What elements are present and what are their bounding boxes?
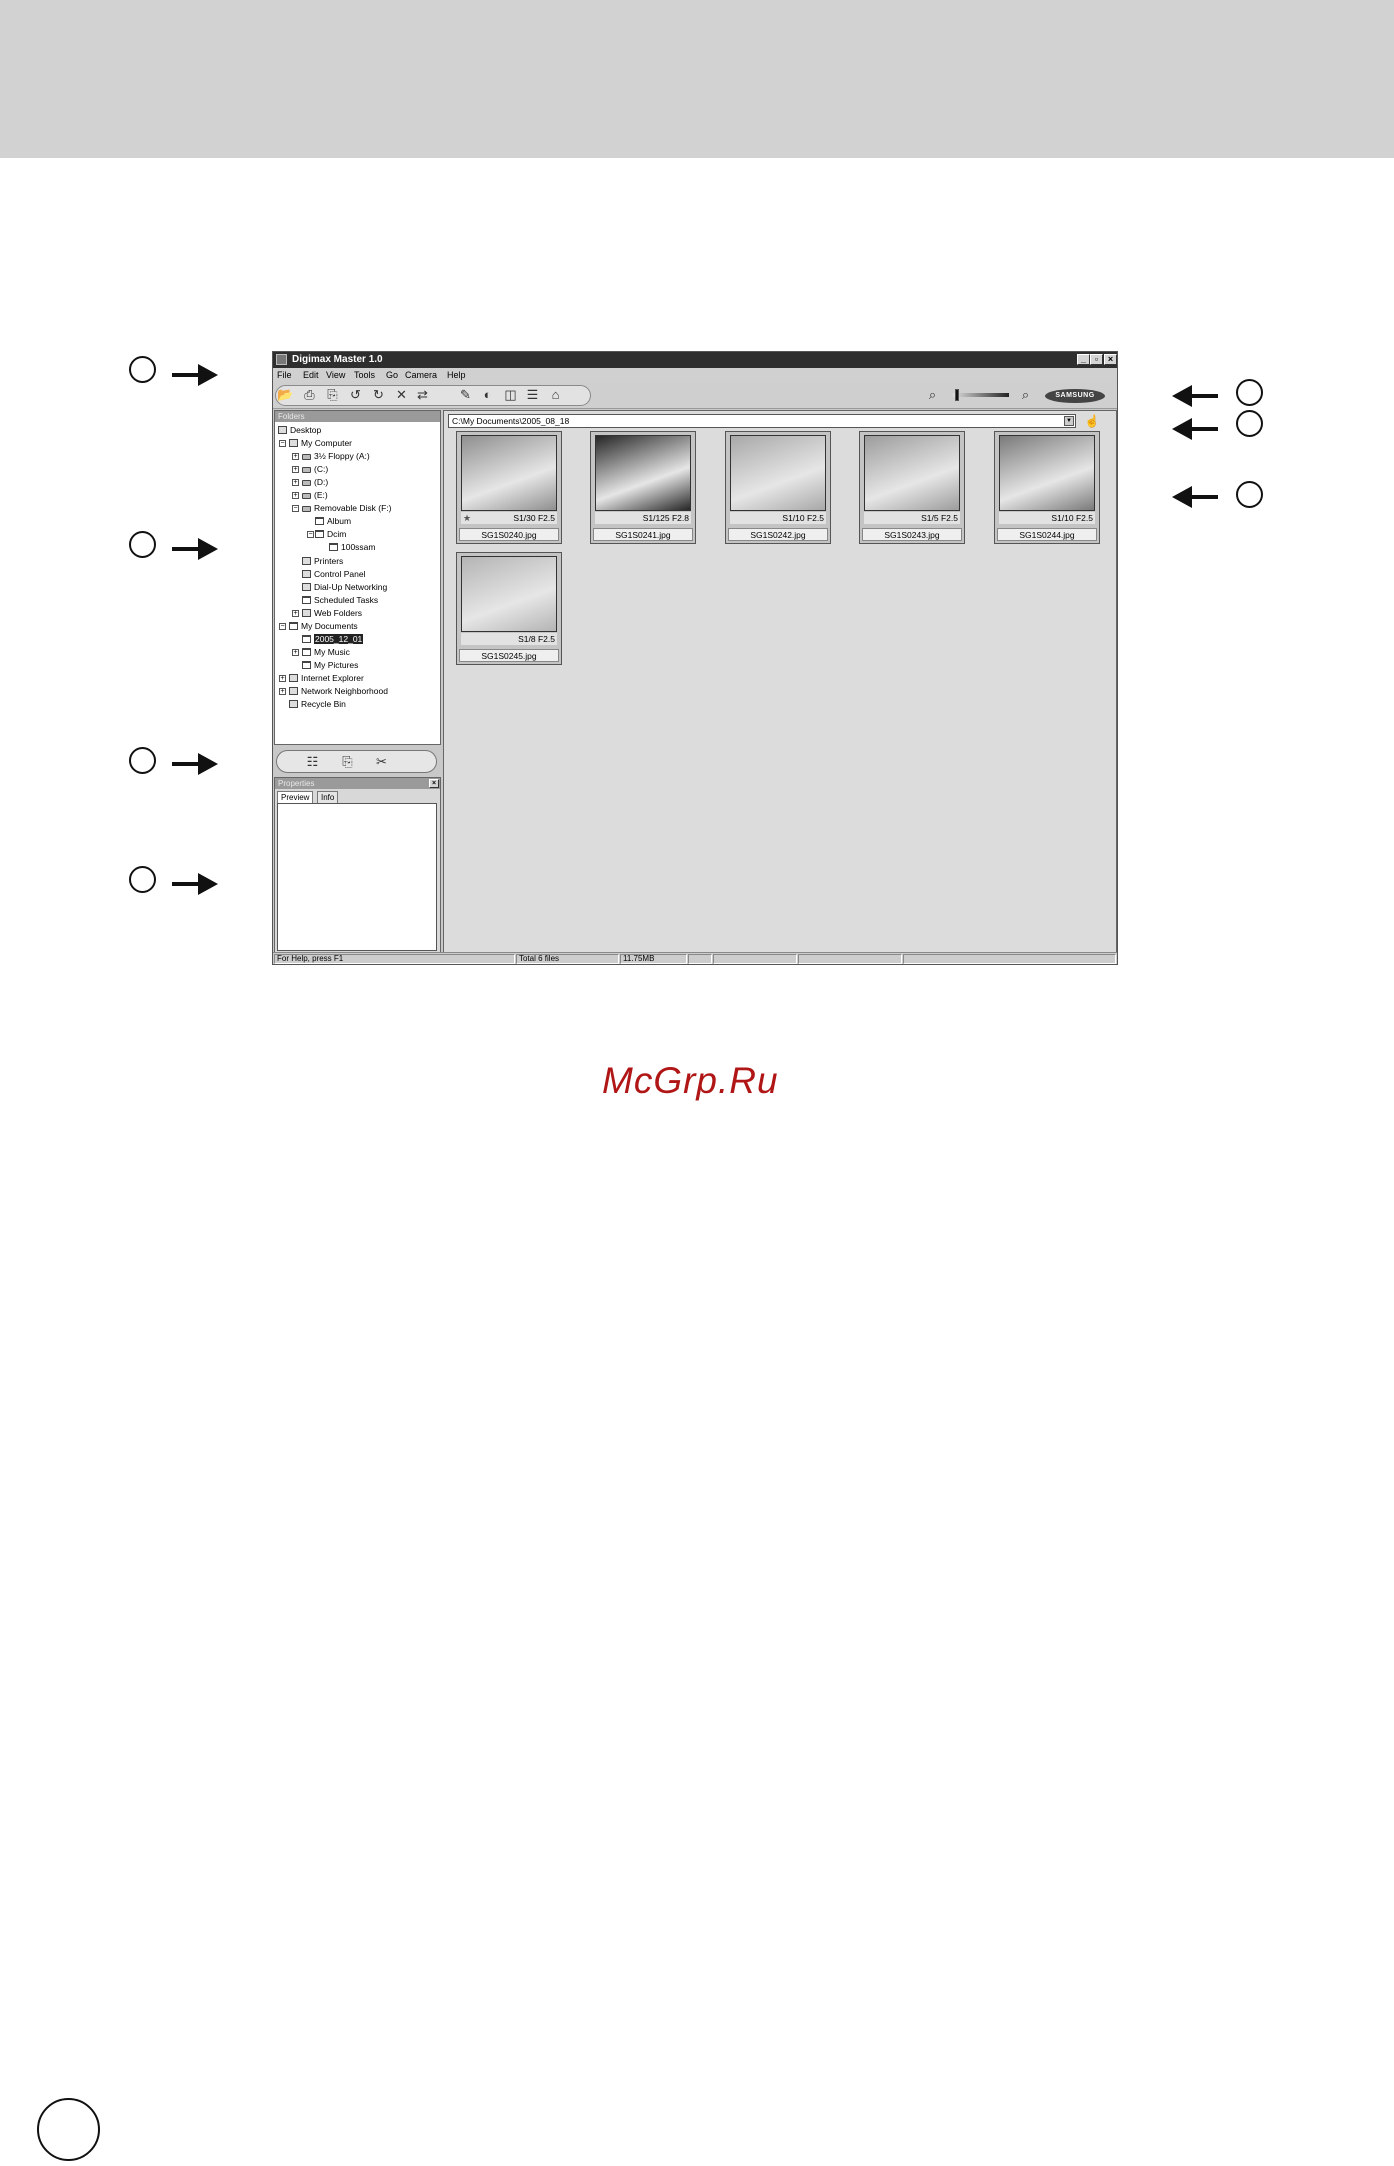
thumbnail-filename: SG1S0240.jpg [459, 528, 559, 541]
properties-close-button[interactable]: × [429, 779, 439, 788]
close-button[interactable]: × [1104, 354, 1117, 365]
thumbnail-filename: SG1S0244.jpg [997, 528, 1097, 541]
callout-marker-5 [1236, 379, 1263, 406]
thumbnail-image [999, 435, 1095, 511]
callout-marker-1 [129, 356, 156, 383]
page-header-band [0, 0, 1394, 158]
callout-arrow-4 [172, 882, 214, 886]
thumbnail-item[interactable] [590, 431, 696, 544]
tree-expander[interactable]: + [293, 492, 298, 499]
zoom-slider[interactable] [953, 389, 1009, 401]
menu-camera[interactable]: Camera [405, 370, 438, 380]
tree-expander[interactable]: + [280, 675, 285, 682]
chevron-down-icon[interactable]: ▼ [1064, 416, 1074, 426]
status-cell-empty [903, 954, 1116, 964]
tree-item-album[interactable]: Album [315, 515, 351, 527]
zoom-in-icon[interactable]: ⌕ [1021, 387, 1030, 402]
thumbnail-exposure: S1/5 F2.5 [864, 512, 960, 524]
folder-icon [302, 648, 311, 656]
callout-arrow-3 [172, 762, 214, 766]
tree-item-removable-disk[interactable]: Removable Disk (F:) [302, 502, 391, 514]
thumbnail-image [461, 556, 557, 632]
thumbnail-exposure: S1/8 F2.5 [461, 633, 557, 645]
address-bar[interactable] [448, 414, 1076, 428]
site-watermark: McGrp.Ru [602, 1060, 779, 1101]
internet-explorer-icon [289, 674, 298, 682]
image-edit-mode-icon[interactable]: ⎘ [342, 754, 353, 769]
tree-item-internet-explorer[interactable]: Internet Explorer [289, 672, 364, 684]
computer-icon [289, 439, 298, 447]
scheduled-tasks-icon [302, 596, 311, 604]
go-icon[interactable]: ☝ [1084, 414, 1100, 428]
callout-arrow-7 [1176, 495, 1218, 499]
callout-arrow-6 [1176, 427, 1218, 431]
network-icon [289, 687, 298, 695]
tree-item-my-documents[interactable]: My Documents [289, 620, 358, 632]
open-folder-icon[interactable]: 📂 [277, 387, 294, 402]
mode-switch-bar [276, 750, 437, 773]
menu-view[interactable]: View [326, 370, 346, 380]
menu-bar [273, 368, 1117, 382]
tree-item-my-computer[interactable]: My Computer [289, 437, 352, 449]
thumbnail-exposure: S1/10 F2.5 [730, 512, 826, 524]
tree-item-printers[interactable]: Printers [302, 555, 343, 567]
status-file-count: Total 6 files [516, 954, 619, 964]
callout-arrow-1 [172, 373, 214, 377]
folder-icon [302, 661, 311, 669]
callout-marker-6 [1236, 410, 1263, 437]
thumbnail-image [864, 435, 960, 511]
list-icon[interactable]: ☰ [526, 387, 539, 402]
zoom-out-icon[interactable]: ⌕ [928, 387, 937, 402]
printers-icon [302, 557, 311, 565]
folder-icon [302, 635, 311, 643]
thumbnail-exposure: S1/30 F2.5 [461, 512, 557, 524]
status-cell-empty [713, 954, 797, 964]
web-folders-icon [302, 609, 311, 617]
tree-item-control-panel[interactable]: Control Panel [302, 568, 366, 580]
web-icon[interactable]: ◐ [483, 387, 492, 402]
drive-icon [302, 480, 311, 486]
favorite-mark-icon: ★ [463, 513, 472, 523]
status-cell-empty [688, 954, 712, 964]
rotate-right-icon[interactable]: ↻ [373, 387, 384, 402]
tree-item-desktop[interactable]: Desktop [278, 424, 321, 436]
tab-preview[interactable]: Preview [277, 791, 313, 803]
restore-button[interactable]: ▫ [1090, 354, 1103, 365]
documents-folder-icon [289, 622, 298, 630]
thumbnail-filename: SG1S0245.jpg [459, 649, 559, 662]
tree-expander[interactable]: + [293, 453, 298, 460]
image-list-mode-icon[interactable]: ☷ [306, 754, 319, 769]
image-display-pane [443, 410, 1117, 954]
thumbnail-image [595, 435, 691, 511]
callout-arrow-5 [1176, 394, 1218, 398]
recycle-bin-icon [289, 700, 298, 708]
tree-item-my-pictures[interactable]: My Pictures [302, 659, 358, 671]
desktop-icon [278, 426, 287, 434]
movie-edit-mode-icon[interactable]: ✂ [376, 754, 387, 769]
callout-arrow-2 [172, 547, 214, 551]
callout-marker-4 [129, 866, 156, 893]
removable-disk-icon [302, 506, 311, 512]
status-cell-empty [798, 954, 902, 964]
tree-item-floppy[interactable]: 3½ Floppy (A:) [302, 450, 370, 462]
thumbnail-item[interactable] [725, 431, 831, 544]
dial-up-icon [302, 583, 311, 591]
thumbnail-image [730, 435, 826, 511]
toolbar [273, 382, 1117, 409]
minimize-button[interactable]: _ [1077, 354, 1090, 365]
thumbnail-filename: SG1S0242.jpg [728, 528, 828, 541]
drive-icon [302, 467, 311, 473]
tree-item-dcim[interactable]: Dcim [315, 528, 346, 540]
menu-go[interactable]: Go [386, 370, 399, 380]
tree-expander[interactable]: + [293, 649, 298, 656]
thumbnail-exposure: S1/125 F2.8 [595, 512, 691, 524]
thumbnail-exposure: S1/10 F2.5 [999, 512, 1095, 524]
menu-file[interactable]: File [277, 370, 292, 380]
tree-item-recycle-bin[interactable]: Recycle Bin [289, 698, 346, 710]
thumbnail-image [461, 435, 557, 511]
menu-help[interactable]: Help [447, 370, 466, 380]
samsung-logo: SAMSUNG [1045, 389, 1105, 403]
tree-item-scheduled-tasks[interactable]: Scheduled Tasks [302, 594, 378, 606]
callout-marker-7 [1236, 481, 1263, 508]
page-number-circle [37, 2098, 100, 2161]
tree-item-drive-c[interactable]: (C:) [302, 463, 328, 475]
home-icon[interactable]: ⌂ [551, 387, 560, 402]
zoom-slider-track [953, 393, 1009, 397]
delete-icon[interactable]: ✕ [396, 387, 407, 402]
tree-expander[interactable]: − [280, 623, 285, 630]
rotate-left-icon[interactable]: ↺ [350, 387, 361, 402]
menu-edit[interactable]: Edit [303, 370, 319, 380]
digimax-master-window [272, 351, 1118, 965]
tree-expander[interactable]: − [280, 440, 285, 447]
tree-item-drive-d[interactable]: (D:) [302, 476, 328, 488]
tree-expander[interactable]: + [293, 466, 298, 473]
properties-pane-header: Properties [275, 778, 440, 789]
print-icon[interactable]: ⎙ [304, 387, 315, 402]
status-help-text: For Help, press F1 [274, 954, 515, 964]
refresh-icon[interactable]: ⇄ [417, 387, 428, 402]
thumbnail-filename: SG1S0241.jpg [593, 528, 693, 541]
tree-item-2005-12-01[interactable]: 2005_12_01 [302, 633, 363, 645]
tree-item-100ssam[interactable]: 100ssam [329, 541, 376, 553]
tree-expander[interactable]: + [280, 688, 285, 695]
tree-item-web-folders[interactable]: Web Folders [302, 607, 362, 619]
title-bar [273, 352, 1117, 368]
thumbnail-item[interactable] [994, 431, 1100, 544]
edit-icon[interactable]: ✎ [460, 387, 471, 402]
callout-marker-2 [129, 531, 156, 558]
app-icon [276, 354, 287, 365]
floppy-drive-icon [302, 454, 311, 460]
tree-expander[interactable]: − [293, 505, 298, 512]
tree-item-network-neighborhood[interactable]: Network Neighborhood [289, 685, 388, 697]
view-icon[interactable]: ◫ [504, 387, 517, 402]
callout-marker-3 [129, 747, 156, 774]
tree-item-dial-up[interactable]: Dial-Up Networking [302, 581, 387, 593]
tree-expander[interactable]: + [293, 610, 298, 617]
tree-expander[interactable]: − [308, 531, 313, 538]
tree-item-my-music[interactable]: My Music [302, 646, 350, 658]
thumbnail-item[interactable] [456, 431, 562, 544]
status-total-size: 11.75MB [620, 954, 687, 964]
folders-pane [274, 410, 441, 745]
cd-drive-icon [302, 493, 311, 499]
folder-icon [315, 517, 324, 525]
status-bar [273, 952, 1117, 964]
preview-area [277, 803, 437, 951]
tab-info[interactable]: Info [317, 791, 338, 803]
toolbar-button-group [275, 385, 591, 406]
folders-pane-header: Folders [275, 411, 440, 422]
tree-expander[interactable]: + [293, 479, 298, 486]
control-panel-icon [302, 570, 311, 578]
folder-icon [315, 530, 324, 538]
tree-item-drive-e[interactable]: (E:) [302, 489, 328, 501]
menu-tools[interactable]: Tools [354, 370, 376, 380]
folder-icon [329, 543, 338, 551]
address-path: C:\My Documents\2005_08_18 [452, 416, 570, 426]
window-title: Digimax Master 1.0 [292, 354, 383, 365]
properties-pane [274, 777, 441, 954]
thumbnail-filename: SG1S0243.jpg [862, 528, 962, 541]
thumbnail-item[interactable] [859, 431, 965, 544]
zoom-slider-thumb[interactable] [955, 389, 959, 401]
copy-icon[interactable]: ⎘ [327, 387, 338, 402]
thumbnail-item[interactable] [456, 552, 562, 665]
